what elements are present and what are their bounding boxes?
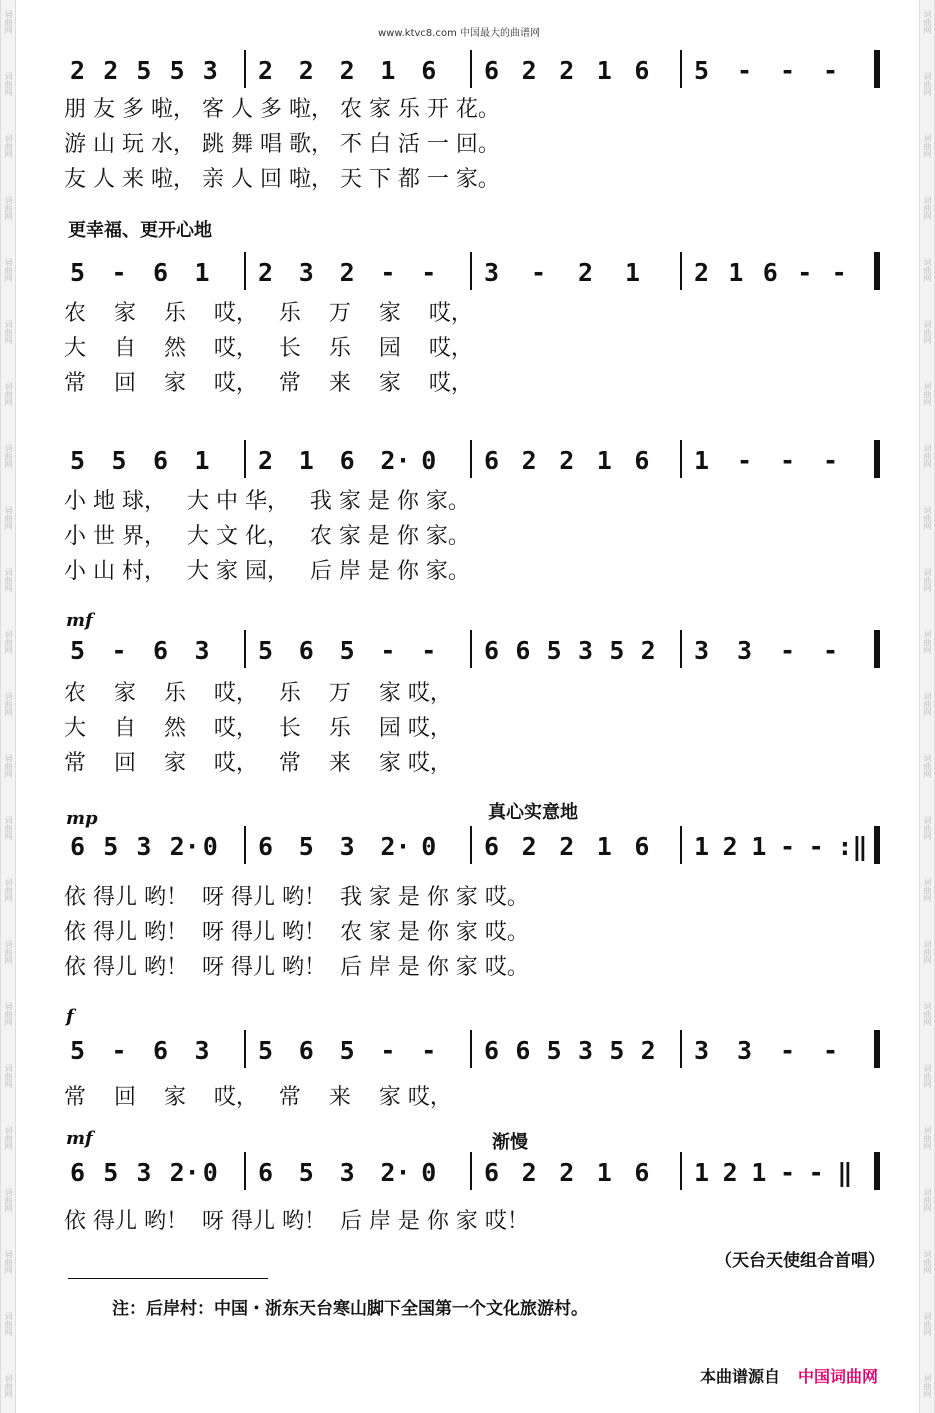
note: 6 (484, 446, 500, 475)
note: 3 (202, 56, 218, 85)
note: 3 (578, 636, 594, 665)
note: 6 (634, 832, 650, 861)
note: 6 (484, 636, 500, 665)
note: 1 (694, 1158, 710, 1187)
barline (470, 440, 472, 478)
barline (470, 630, 472, 668)
note: - (531, 258, 547, 287)
watermark-text: 词曲网 (923, 816, 932, 840)
note: :‖ (837, 832, 868, 861)
watermark-strip-right (919, 0, 935, 1413)
note: 6 (515, 636, 531, 665)
note: 6 (70, 832, 86, 861)
note: - (380, 258, 396, 287)
note: 1 (298, 446, 314, 475)
barline (470, 1030, 472, 1068)
note: 6 (339, 446, 355, 475)
note: 2· (169, 1158, 200, 1187)
note: 5 (103, 1158, 119, 1187)
note: 1 (751, 832, 767, 861)
notation-system-1 (62, 50, 882, 90)
barline (874, 1152, 880, 1190)
note: 6 (258, 832, 274, 861)
watermark-text: 词曲网 (4, 506, 13, 530)
note: 2 (70, 56, 86, 85)
barline (470, 50, 472, 88)
note: 3 (339, 832, 355, 861)
note: 3 (694, 636, 710, 665)
watermark-text: 词曲网 (4, 878, 13, 902)
note: 1 (596, 832, 612, 861)
watermark-text: 词曲网 (923, 506, 932, 530)
note: 5 (546, 636, 562, 665)
note: 6 (484, 1036, 500, 1065)
note: - (380, 1036, 396, 1065)
notation-system-6 (62, 1030, 882, 1070)
note: 2 (559, 56, 575, 85)
note: - (797, 258, 813, 287)
note: 6 (421, 56, 437, 85)
barline (244, 440, 246, 478)
watermark-text: 词曲网 (4, 444, 13, 468)
note: 5 (339, 1036, 355, 1065)
note: - (780, 1158, 796, 1187)
note: - (780, 1036, 796, 1065)
watermark-text: 词曲网 (923, 1126, 932, 1150)
watermark-text: 词曲网 (923, 134, 932, 158)
barline (244, 1030, 246, 1068)
watermark-text: 词曲网 (4, 692, 13, 716)
note: - (780, 832, 796, 861)
note: 6 (298, 1036, 314, 1065)
note: 2 (521, 1158, 537, 1187)
source-brand[interactable]: 中国词曲网 (798, 1367, 879, 1386)
dynamic-marking: f (66, 1006, 74, 1027)
note: 2 (521, 56, 537, 85)
note: 3 (694, 1036, 710, 1065)
note: 1 (694, 446, 710, 475)
watermark-text: 词曲网 (4, 940, 13, 964)
watermark-text: 词曲网 (923, 1188, 932, 1212)
note: - (823, 636, 839, 665)
note: 1 (194, 258, 210, 287)
watermark-text: 词曲网 (923, 258, 932, 282)
note: 2· (380, 832, 411, 861)
watermark-text: 词曲网 (923, 568, 932, 592)
barline (680, 826, 682, 864)
note: - (831, 258, 847, 287)
watermark-text: 词曲网 (923, 382, 932, 406)
watermark-text: 词曲网 (4, 258, 13, 282)
note: 3 (298, 258, 314, 287)
note: - (823, 56, 839, 85)
note: 6 (762, 258, 778, 287)
watermark-text: 词曲网 (4, 754, 13, 778)
note: 2 (559, 1158, 575, 1187)
note: 2· (380, 446, 411, 475)
barline (680, 1152, 682, 1190)
watermark-text: 词曲网 (4, 1126, 13, 1150)
barline (874, 1030, 880, 1068)
note: 2 (640, 636, 656, 665)
note: 6 (634, 1158, 650, 1187)
watermark-text: 词曲网 (4, 1002, 13, 1026)
barline (470, 252, 472, 290)
watermark-text: 词曲网 (923, 320, 932, 344)
tempo-label: 渐慢 (492, 1132, 528, 1153)
barline (244, 1152, 246, 1190)
note: 3 (484, 258, 500, 287)
source-line (700, 1364, 878, 1387)
note: - (380, 636, 396, 665)
note: - (111, 636, 127, 665)
note: 1 (596, 1158, 612, 1187)
lyric-line: 友 人 来 啦， 亲 人 回 啦， 天 下 都 一 家。 (64, 167, 500, 192)
note: - (780, 56, 796, 85)
watermark-text: 词曲网 (923, 1064, 932, 1088)
note: 5 (70, 446, 86, 475)
note: 3 (737, 1036, 753, 1065)
note: 0 (202, 1158, 218, 1187)
note: - (780, 636, 796, 665)
note: 2 (640, 1036, 656, 1065)
note: 1 (596, 56, 612, 85)
note: 0 (202, 832, 218, 861)
barline (680, 50, 682, 88)
note: 2 (578, 258, 594, 287)
note: 2 (559, 832, 575, 861)
lyric-line: 常 回 家 哎， 常 来 家 哎， (64, 1085, 452, 1110)
note: 6 (153, 446, 169, 475)
dynamic-marking: mp (66, 808, 98, 829)
note: 3 (136, 832, 152, 861)
note: 3 (194, 1036, 210, 1065)
note: 2 (722, 1158, 738, 1187)
footnote: 注：后岸村：中国・浙东天台寒山脚下全国第一个文化旅游村。 (112, 1299, 588, 1319)
lyric-line: 游 山 玩 水， 跳 舞 唱 歌， 不 白 活 一 回。 (64, 132, 500, 157)
watermark-text: 词曲网 (4, 382, 13, 406)
note: 1 (751, 1158, 767, 1187)
note: 0 (421, 446, 437, 475)
note: 2 (339, 56, 355, 85)
lyric-line: 常 回 家 哎， 常 来 家 哎， (64, 371, 473, 396)
notation-system-5 (62, 826, 882, 866)
note: 6 (258, 1158, 274, 1187)
watermark-text: 词曲网 (923, 1374, 932, 1398)
note: - (111, 258, 127, 287)
note: 5 (298, 832, 314, 861)
note: 6 (153, 636, 169, 665)
note: 5 (609, 636, 625, 665)
watermark-text: 词曲网 (4, 1312, 13, 1336)
note: 3 (194, 636, 210, 665)
note: 6 (70, 1158, 86, 1187)
note: 5 (70, 258, 86, 287)
note: 6 (484, 1158, 500, 1187)
lyric-line: 依 得儿 哟！ 呀 得儿 哟！ 后 岸 是 你 家 哎。 (64, 955, 529, 980)
barline (874, 630, 880, 668)
note: 6 (484, 56, 500, 85)
note: 6 (153, 1036, 169, 1065)
note: - (823, 1036, 839, 1065)
watermark-text: 词曲网 (4, 196, 13, 220)
note: 6 (153, 258, 169, 287)
note: 1 (728, 258, 744, 287)
note: ‖ (837, 1158, 853, 1187)
note: - (808, 1158, 824, 1187)
note: 5 (136, 56, 152, 85)
lyric-line: 农 家 乐 哎， 乐 万 家 哎， (64, 301, 473, 326)
barline (244, 630, 246, 668)
lyric-line: 小 地 球， 大 中 华， 我 家 是 你 家。 (64, 489, 470, 514)
watermark-text: 词曲网 (923, 940, 932, 964)
tempo-label: 更幸福、更开心地 (68, 220, 212, 241)
barline (874, 826, 880, 864)
note: 2 (298, 56, 314, 85)
lyric-line: 依 得儿 哟！ 呀 得儿 哟！ 后 岸 是 你 家 哎！ (64, 1209, 529, 1234)
note: 6 (484, 832, 500, 861)
watermark-text: 词曲网 (4, 816, 13, 840)
note: 0 (421, 1158, 437, 1187)
note: 3 (339, 1158, 355, 1187)
note: 5 (694, 56, 710, 85)
note: 2 (521, 832, 537, 861)
watermark-text: 词曲网 (923, 444, 932, 468)
note: 2 (339, 258, 355, 287)
dynamic-marking: mf (66, 610, 93, 631)
note: 5 (169, 56, 185, 85)
notation-system-2 (62, 252, 882, 292)
lyric-line: 小 山 村， 大 家 园， 后 岸 是 你 家。 (64, 559, 470, 584)
note: 5 (298, 1158, 314, 1187)
note: 5 (111, 446, 127, 475)
source-prefix: 本曲谱源自 (700, 1367, 781, 1386)
lyric-line: 依 得儿 哟！ 呀 得儿 哟！ 我 家 是 你 家 哎。 (64, 885, 529, 910)
watermark-text: 词曲网 (4, 1250, 13, 1274)
watermark-text: 词曲网 (923, 878, 932, 902)
lyric-line: 朋 友 多 啦， 客 人 多 啦， 农 家 乐 开 花。 (64, 97, 500, 122)
note: 6 (298, 636, 314, 665)
note: - (737, 56, 753, 85)
barline (680, 252, 682, 290)
note: 2 (103, 56, 119, 85)
note: - (808, 832, 824, 861)
barline (244, 50, 246, 88)
watermark-text: 词曲网 (923, 692, 932, 716)
note: 2 (258, 258, 274, 287)
lyric-line: 依 得儿 哟！ 呀 得儿 哟！ 农 家 是 你 家 哎。 (64, 920, 529, 945)
footnote-rule (68, 1278, 268, 1279)
watermark-text: 词曲网 (923, 1250, 932, 1274)
note: 2· (169, 832, 200, 861)
barline (470, 826, 472, 864)
note: 5 (103, 832, 119, 861)
note: - (421, 1036, 437, 1065)
watermark-text: 词曲网 (923, 72, 932, 96)
note: 2 (521, 446, 537, 475)
note: 2· (380, 1158, 411, 1187)
watermark-text: 词曲网 (923, 1312, 932, 1336)
watermark-text: 词曲网 (4, 630, 13, 654)
note: - (780, 446, 796, 475)
watermark-text: 词曲网 (923, 1002, 932, 1026)
watermark-text: 词曲网 (4, 568, 13, 592)
barline (680, 630, 682, 668)
note: 2 (722, 832, 738, 861)
note: 1 (596, 446, 612, 475)
note: 5 (70, 1036, 86, 1065)
note: 2 (559, 446, 575, 475)
barline (470, 1152, 472, 1190)
note: 1 (380, 56, 396, 85)
note: 5 (70, 636, 86, 665)
dynamic-marking: mf (66, 1128, 93, 1149)
note: 1 (194, 446, 210, 475)
barline (874, 50, 880, 88)
barline (680, 440, 682, 478)
watermark-text: 词曲网 (4, 134, 13, 158)
note: - (737, 446, 753, 475)
watermark-text: 词曲网 (4, 10, 13, 34)
note: 3 (136, 1158, 152, 1187)
note: 5 (258, 636, 274, 665)
barline (244, 252, 246, 290)
notation-system-3 (62, 440, 882, 480)
note: - (421, 258, 437, 287)
note: 6 (634, 446, 650, 475)
notation-system-4 (62, 630, 882, 670)
lyric-line: 农 家 乐 哎， 乐 万 家 哎， (64, 681, 452, 706)
watermark-text: 词曲网 (4, 1064, 13, 1088)
lyric-line: 小 世 界， 大 文 化， 农 家 是 你 家。 (64, 524, 470, 549)
note: 3 (578, 1036, 594, 1065)
watermark-strip-left (0, 0, 16, 1413)
note: 6 (634, 56, 650, 85)
watermark-text: 词曲网 (4, 72, 13, 96)
note: 1 (694, 832, 710, 861)
watermark-text: 词曲网 (923, 10, 932, 34)
site-header: www.ktvc8.com 中国最大的曲谱网 (378, 28, 541, 39)
lyric-line: 大 自 然 哎， 长 乐 园 哎， (64, 716, 452, 741)
barline (680, 1030, 682, 1068)
note: 1 (625, 258, 641, 287)
notation-system-7 (62, 1152, 882, 1192)
barline (874, 440, 880, 478)
watermark-text: 词曲网 (4, 320, 13, 344)
note: 5 (258, 1036, 274, 1065)
barline (244, 826, 246, 864)
note: 2 (694, 258, 710, 287)
lyric-line: 大 自 然 哎， 长 乐 园 哎， (64, 336, 473, 361)
watermark-text: 词曲网 (4, 1374, 13, 1398)
performer-credit: （天台天使组合首唱） (715, 1251, 885, 1271)
watermark-text: 词曲网 (923, 630, 932, 654)
note: 5 (546, 1036, 562, 1065)
barline (874, 252, 880, 290)
watermark-text: 词曲网 (923, 754, 932, 778)
note: 2 (258, 446, 274, 475)
note: 2 (258, 56, 274, 85)
lyric-line: 常 回 家 哎， 常 来 家 哎， (64, 751, 452, 776)
note: - (823, 446, 839, 475)
note: 3 (737, 636, 753, 665)
note: 5 (609, 1036, 625, 1065)
note: - (421, 636, 437, 665)
watermark-text: 词曲网 (923, 196, 932, 220)
note: 5 (339, 636, 355, 665)
tempo-label: 真心实意地 (488, 802, 578, 823)
note: 0 (421, 832, 437, 861)
note: 6 (515, 1036, 531, 1065)
note: - (111, 1036, 127, 1065)
watermark-text: 词曲网 (4, 1188, 13, 1212)
